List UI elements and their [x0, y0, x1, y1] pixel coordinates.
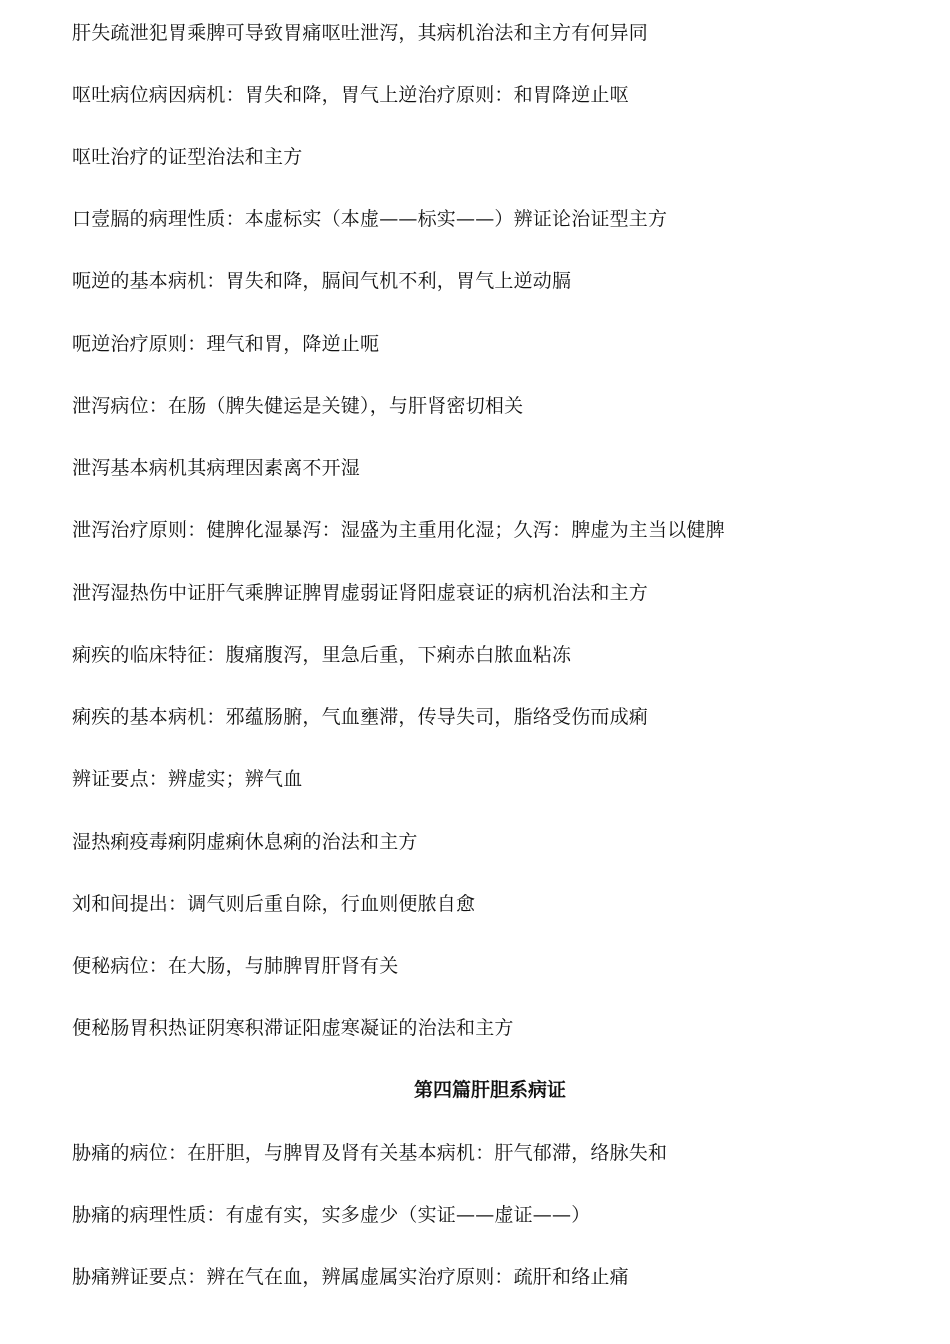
- text-line: 痢疾的临床特征：腹痛腹泻，里急后重，下痢赤白脓血粘冻: [72, 644, 572, 666]
- text-line: 呃逆治疗原则：理气和胃，降逆止呃: [72, 333, 380, 355]
- text-line: 泄泻治疗原则：健脾化湿暴泻：湿盛为主重用化湿；久泻：脾虚为主当以健脾: [72, 519, 725, 541]
- text-line: 泄泻病位：在肠（脾失健运是关键），与肝肾密切相关: [72, 395, 524, 417]
- text-line: 泄泻湿热伤中证肝气乘脾证脾胃虚弱证肾阳虚衰证的病机治法和主方: [72, 582, 649, 604]
- text-line: 呕吐治疗的证型治法和主方: [72, 146, 303, 168]
- text-line: 呃逆的基本病机：胃失和降，膈间气机不利，胃气上逆动膈: [72, 270, 572, 292]
- text-line: 胁痛的病理性质：有虚有实，实多虚少（实证——虚证——）: [72, 1204, 591, 1226]
- text-line: 口壹膈的病理性质：本虚标实（本虚——标实——）辨证论治证型主方: [72, 208, 668, 230]
- text-line: 呕吐病位病因病机：胃失和降，胃气上逆治疗原则：和胃降逆止呕: [72, 84, 629, 106]
- text-line: 痢疾的基本病机：邪蕴肠腑，气血壅滞，传导失司，脂络受伤而成痢: [72, 706, 649, 728]
- text-line: 便秘肠胃积热证阴寒积滞证阳虚寒凝证的治法和主方: [72, 1017, 514, 1039]
- text-line: 湿热痢疫毒痢阴虚痢休息痢的治法和主方: [72, 831, 418, 853]
- text-line: 刘和间提出：调气则后重自除，行血则便脓自愈: [72, 893, 476, 915]
- text-line: 胁痛的病位：在肝胆，与脾胃及肾有关基本病机：肝气郁滞，络脉失和: [72, 1142, 668, 1164]
- text-line: 便秘病位：在大肠，与肺脾胃肝肾有关: [72, 955, 399, 977]
- text-line: 胁痛辨证要点：辨在气在血，辨属虚属实治疗原则：疏肝和络止痛: [72, 1266, 629, 1288]
- section-heading: 第四篇肝胆系病证: [413, 1079, 566, 1101]
- text-line: 肝失疏泄犯胃乘脾可导致胃痛呕吐泄泻，其病机治法和主方有何异同: [72, 22, 649, 44]
- text-line: 辨证要点：辨虚实；辨气血: [72, 768, 303, 790]
- text-line: 泄泻基本病机其病理因素离不开湿: [72, 457, 361, 479]
